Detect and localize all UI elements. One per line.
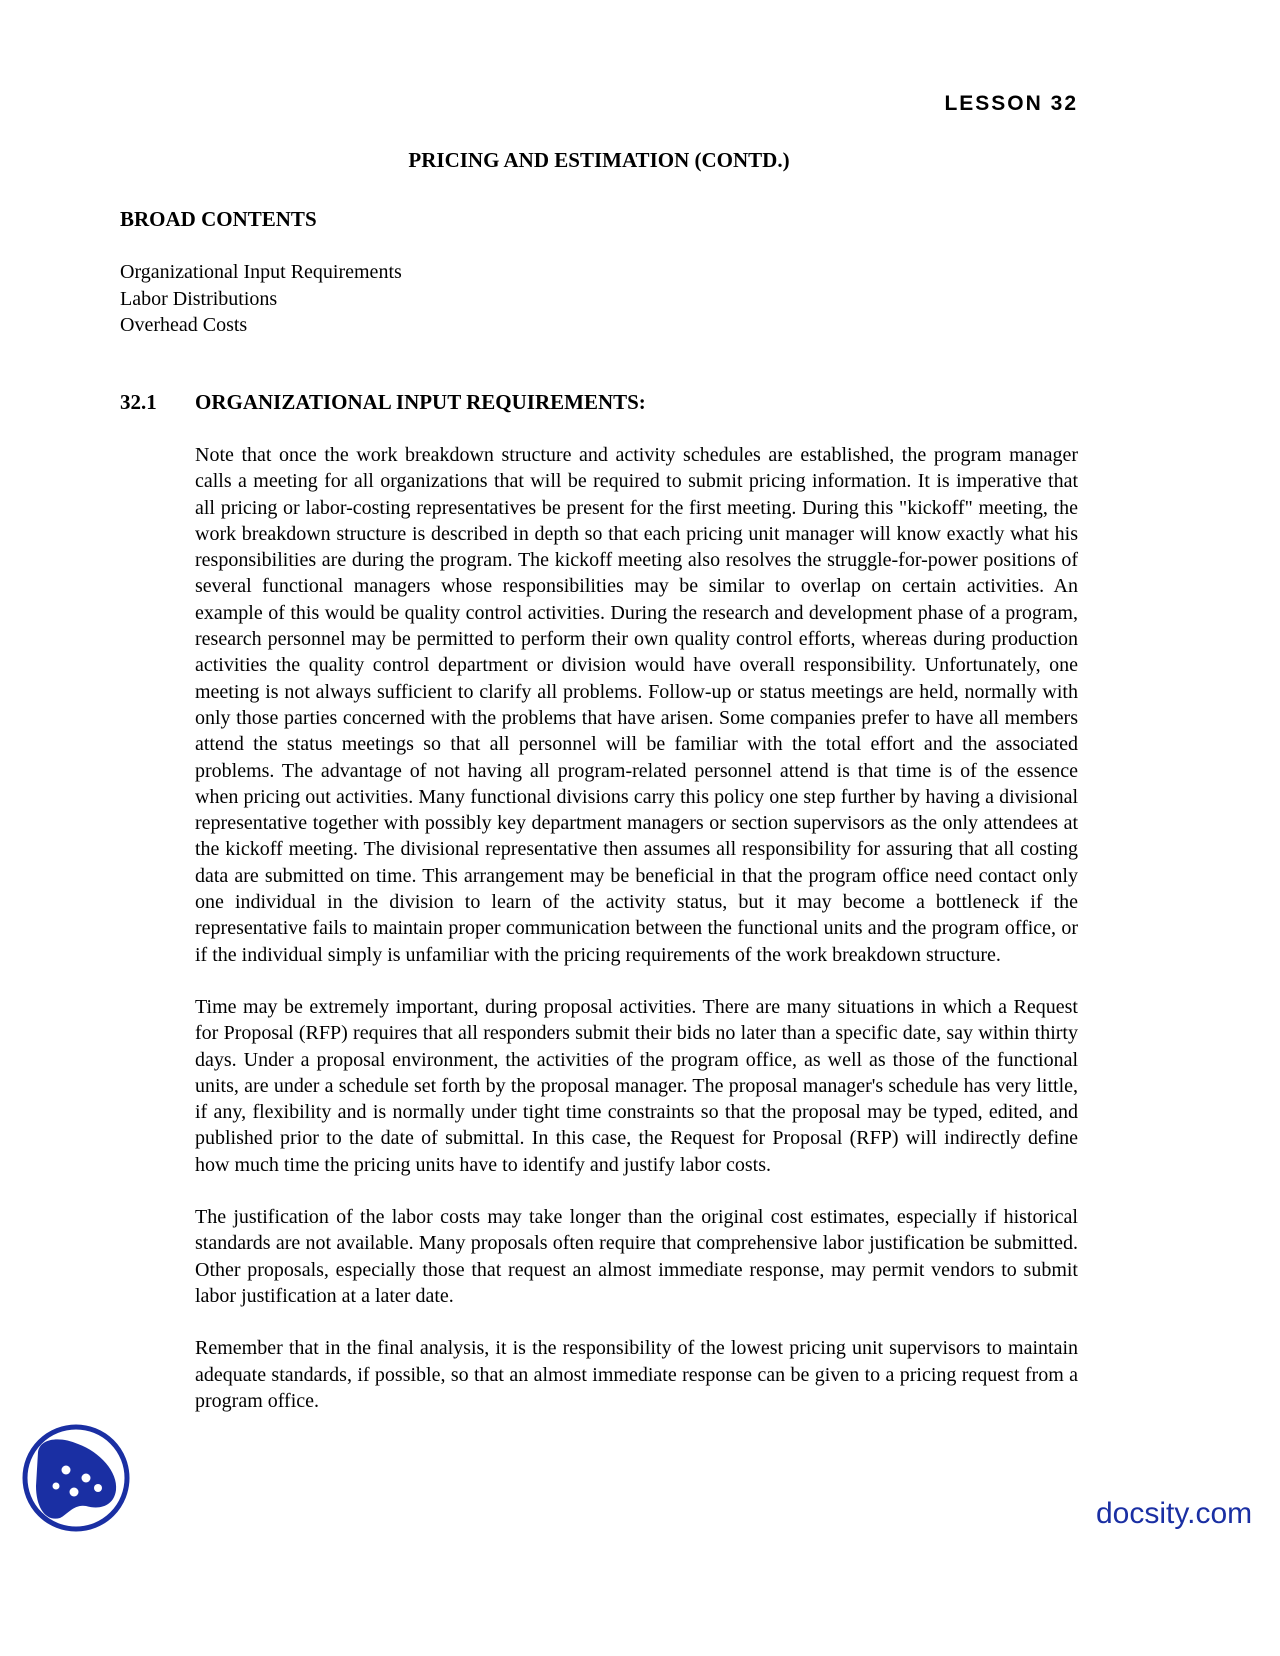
broad-contents-list: [120, 259, 402, 339]
docsity-brand-link[interactable]: docsity.com: [1096, 1497, 1253, 1530]
docsity-logo-icon: [20, 1422, 132, 1534]
section-body: [195, 442, 1078, 1440]
paragraph-labor-justification: The justification of the labor costs may take longer than the original cost estimates, especially if historical standards are not available. Many proposals often require that comprehensive labor justification be submitted. Other proposals, especially those that request an almost immediate response, may permit vendors to submit labor justification at a later date.: [195, 1206, 1078, 1307]
paragraph-kickoff-meeting: Note that once the work breakdown structure and activity schedules are established, the program manager calls a meeting for all organizations that will be required to submit pricing information. It is imperative that all pricing or labor-costing representatives be present for the first meeting. During this "kickoff" meeting, the work breakdown structure is described in depth so that each pricing unit manager will know exactly what his responsibilities are during the program. The kickoff meeting also resolves the struggle-for-power positions of several functional managers whose responsibilities may be similar to overlap on certain activities. An example of this would be quality control activities. During the research and development phase of a program, research personnel may be permitted to perform their own quality control efforts, whereas during production activities the quality control department or division would have overall responsibility. Unfortunately, one meeting is not always sufficient to clarify all problems. Follow-up or status meetings are held, normally with only those parties concerned with the problems that have arisen. Some companies prefer to have all members attend the status meetings so that all personnel will be familiar with the total effort and the associated problems. The advantage of not having all program-related personnel attend is that time is of the essence when pricing out activities. Many functional divisions carry this policy one step further by having a divisional representative together with possibly key department managers or section supervisors as the only attendees at the kickoff meeting. The divisional representative then assumes all responsibility for assuring that all costing data are submitted on time. This arrangement may be beneficial in that the program office need contact only one individual in the division to learn of the activity status, but it may become a bottleneck if the representative fails to maintain proper communication between the functional units and the program office, or if the individual simply is unfamiliar with the pricing requirements of the work breakdown structure.: [195, 444, 1078, 966]
paragraph-final-analysis: Remember that in the final analysis, it is the responsibility of the lowest pricing unit supervisors to maintain adequate standards, if possible, so that an almost immediate response can be given to a pricing request from a program office.: [195, 1337, 1078, 1412]
broad-contents-heading: BROAD CONTENTS: [120, 207, 317, 231]
section-title: ORGANIZATIONAL INPUT REQUIREMENTS:: [195, 390, 646, 414]
contents-item-organizational-input: Organizational Input Requirements: [120, 261, 402, 283]
paragraph-proposal-time: Time may be extremely important, during proposal activities. There are many situations in which a Request for Proposal (RFP) requires that all responders submit their bids no later than a specific date, say within thirty days. Under a proposal environment, the activities of the program office, as well as those of the functional units, are under a schedule set forth by the proposal manager. The proposal manager's schedule has very little, if any, flexibility and is normally under tight time constraints so that the proposal may be typed, edited, and published prior to the date of submittal. In this case, the Request for Proposal (RFP) will indirectly define how much time the pricing units have to identify and justify labor costs.: [195, 995, 1078, 1176]
contents-item-overhead-costs: Overhead Costs: [120, 314, 248, 336]
lesson-number: LESSON 32: [944, 92, 1078, 115]
contents-item-labor-distributions: Labor Distributions: [120, 287, 278, 310]
section-number: 32.1: [120, 390, 157, 414]
page-title: PRICING AND ESTIMATION (CONTD.): [408, 148, 790, 172]
